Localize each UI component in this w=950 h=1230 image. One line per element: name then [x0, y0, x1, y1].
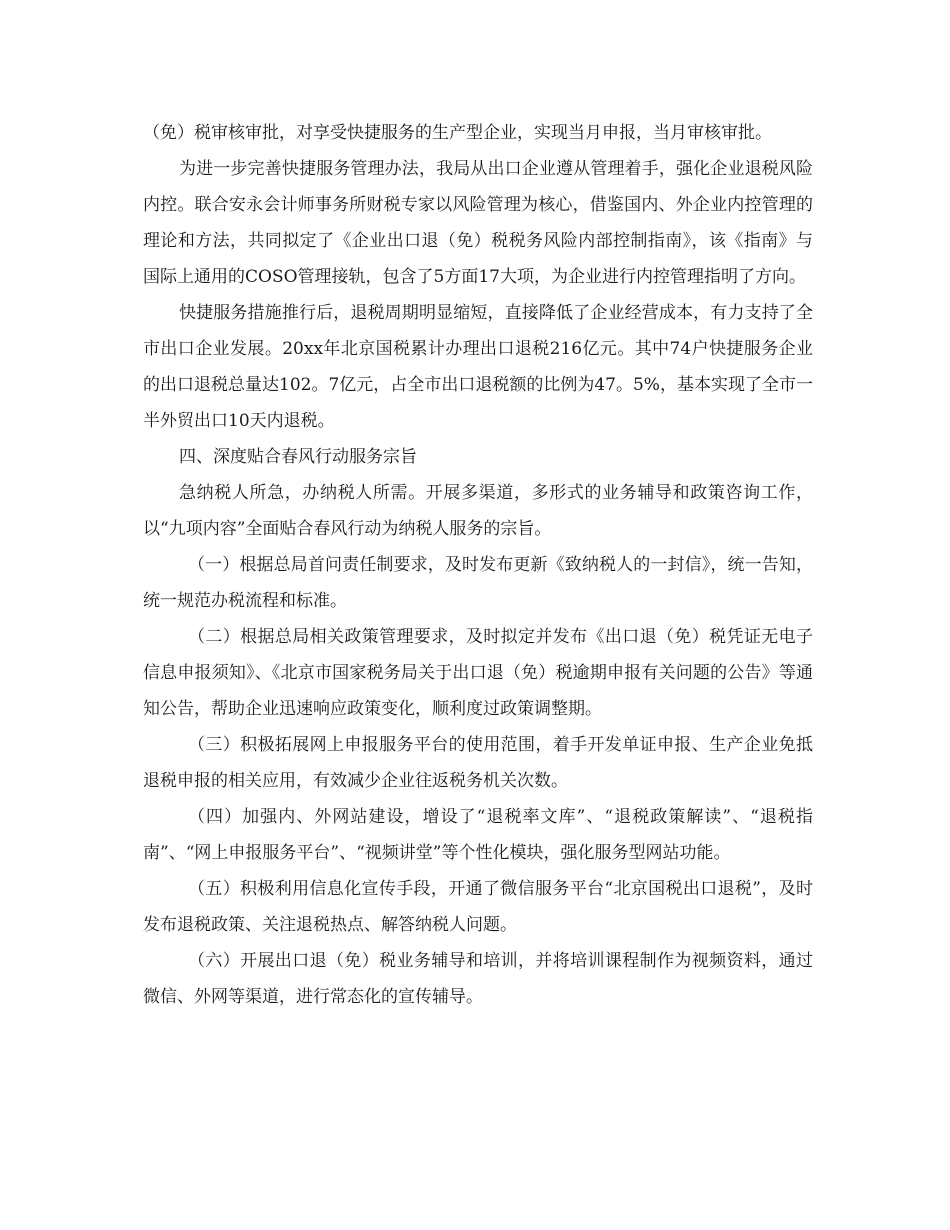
list-item-6: （六）开展出口退（免）税业务辅导和培训，并将培训课程制作为视频资料，通过微信、外网等渠道，进行常态化的宣传辅导。	[143, 951, 813, 1007]
paragraph-intro: 急纳税人所急，办纳税人所需。开展多渠道，多形式的业务辅导和政策咨询工作，以“九项内容”全面贴合春风行动为纳税人服务的宗旨。	[143, 483, 813, 539]
list-item-5: （五）积极利用信息化宣传手段，开通了微信服务平台“北京国税出口退税”，及时发布退税政策、关注退税热点、解答纳税人问题。	[143, 879, 813, 935]
paragraph-results: 快捷服务措施推行后，退税周期明显缩短，直接降低了企业经营成本，有力支持了全市出口企业发展。20xx年北京国税累计办理出口退税216亿元。其中74户快捷服务企业的出口退税总量达102。7亿元，占全市出口退税额的比例为47。5%，基本实现了全市一半外贸出口10天内退税。	[143, 303, 813, 431]
list-item-2: （二）根据总局相关政策管理要求，及时拟定并发布《出口退（免）税凭证无电子信息申报须知》、《北京市国家税务局关于出口退（免）税逾期申报有关问题的公告》等通知公告，帮助企业迅速响应政策变化，顺利度过政策调整期。	[143, 627, 813, 719]
document-body	[143, 115, 813, 1015]
list-item-4: （四）加强内、外网站建设，增设了“退税率文库”、“退税政策解读”、“退税指南”、“网上申报服务平台”、“视频讲堂”等个性化模块，强化服务型网站功能。	[143, 807, 813, 863]
paragraph-risk-control: 为进一步完善快捷服务管理办法，我局从出口企业遵从管理着手，强化企业退税风险内控。联合安永会计师事务所财税专家以风险管理为核心，借鉴国内、外企业内控管理的理论和方法，共同拟定了《企业出口退（免）税税务风险内部控制指南》，该《指南》与国际上通用的COSO管理接轨，包含了5方面17大项，为企业进行内控管理指明了方向。	[143, 159, 813, 287]
list-item-1: （一）根据总局首问责任制要求，及时发布更新《致纳税人的一封信》，统一告知，统一规范办税流程和标准。	[143, 555, 813, 611]
section-heading: 四、深度贴合春风行动服务宗旨	[179, 447, 417, 467]
paragraph-continuation: （免）税审核审批，对享受快捷服务的生产型企业，实现当月申报，当月审核审批。	[143, 123, 772, 143]
list-item-3: （三）积极拓展网上申报服务平台的使用范围，着手开发单证申报、生产企业免抵退税申报的相关应用，有效减少企业往返税务机关次数。	[143, 735, 813, 791]
